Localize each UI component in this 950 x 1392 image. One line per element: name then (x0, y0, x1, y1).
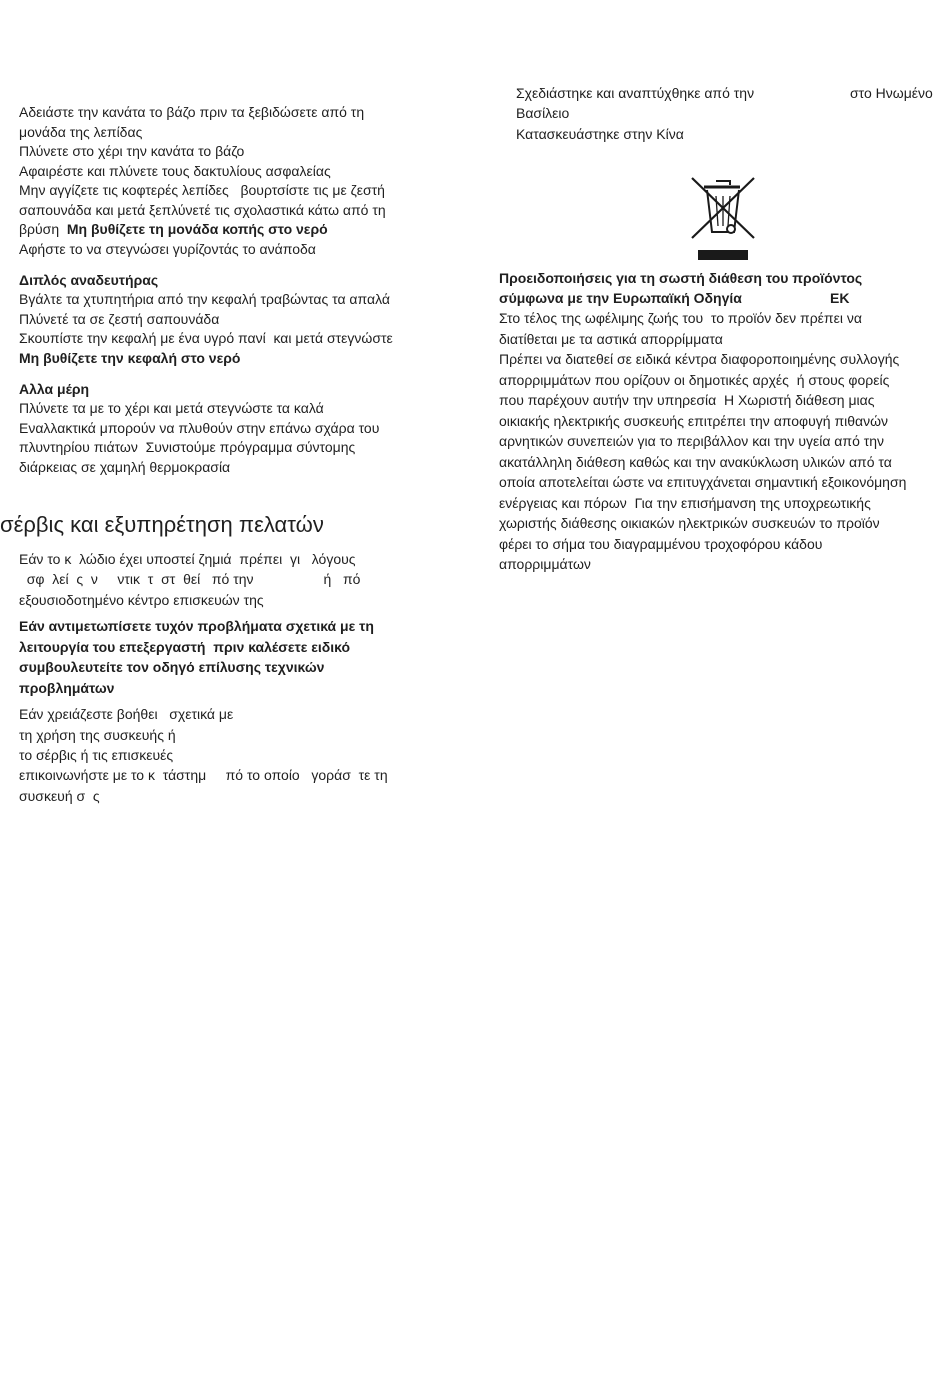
text-line: Εναλλακτικά μπορούν να πλυθούν στην επάνω σχάρα του (19, 420, 380, 436)
weee-heading: Προειδοποιήσεις για τη σωστή διάθεση του προϊόντος (499, 270, 863, 286)
text-line: απορριμμάτων (499, 556, 591, 572)
warning-text: Μη βυθίζετε την κεφαλή στο νερό (19, 350, 241, 366)
text-line: φέρει το σήμα του διαγραμμένου τροχοφόρου κάδου (499, 536, 823, 552)
section-heading-other-parts: Αλλα μέρη (19, 381, 90, 397)
text-line: εξουσιοδοτημένο κέντρο επισκευών της (19, 592, 264, 608)
text-line: ακατάλληλη διάθεση καθώς και την ανακύκλωση υλικών από τα (499, 454, 892, 470)
text-line: διάρκειας σε χαμηλή θερμοκρασία (19, 459, 231, 475)
text-line: πλυντηρίου πιάτων Συνιστούμε πρόγραμμα σύντομης (19, 439, 356, 455)
text-line: Πλύνετε τα με το χέρι και μετά στεγνώστε τα καλά (19, 400, 324, 416)
text-fragment: βρύση (19, 221, 67, 237)
text-line: Στο τέλος της ωφέλιμης ζωής του το προϊόν δεν πρέπει να (499, 310, 862, 326)
text-line: μονάδα της λεπίδας (19, 124, 143, 140)
text-line: Αφαιρέστε και πλύνετε τους δακτυλίους ασφαλείας (19, 163, 331, 179)
text-fragment: σύμφωνα με την Ευρωπαϊκή Οδηγία (499, 290, 742, 306)
text-line: χωριστής διάθεσης οικιακών ηλεκτρικών συσκευών το προϊόν (499, 515, 880, 531)
text-line: Βασίλειο (516, 105, 570, 121)
text-line: Πρέπει να διατεθεί σε ειδικά κέντρα διαφοροποιημένης συλλογής (499, 351, 900, 367)
bold-note-line: λειτουργία του επεξεργαστή πριν καλέσετε ειδικό (19, 639, 351, 655)
text-line: διατίθεται με τα αστικά απορρίμματα (499, 331, 723, 347)
text-line: οικιακής ηλεκτρικής συσκευής επιτρέπει την αποφυγή πιθανών (499, 413, 889, 429)
bold-note-line: Εάν αντιμετωπίσετε τυχόν προβλήματα σχετικά με τη (19, 618, 374, 634)
text-line: σφ λεί ς ν ντικ τ στ θεί πό την ή πό (19, 571, 361, 587)
text-line: στο Ηνωμένο (850, 85, 933, 101)
text-line: επικοινωνήστε με το κ τάστημ πό το οποίο γοράσ τε τη (19, 767, 388, 783)
bold-note-line: συμβουλευτείτε τον οδηγό επίλυσης τεχνικών (19, 659, 325, 675)
text-line: σαπουνάδα και μετά ξεπλύνετέ τις σχολαστικά κάτω από τη (19, 202, 386, 218)
text-line: Βγάλτε τα χτυπητήρια από την κεφαλή τραβώντας τα απαλά (19, 291, 390, 307)
section-heading-whisk: Διπλός αναδευτήρας (19, 272, 159, 288)
text-line: Αφήστε το να στεγνώσει γυρίζοντάς το ανάποδα (19, 241, 316, 257)
bold-note-line: προβλημάτων (19, 680, 115, 696)
text-line: τη χρήση της συσκευής ή (19, 727, 176, 743)
text-line: ενέργειας και πόρων Για την επισήμανση της υποχρεωτικής (499, 495, 871, 511)
text-line: Μην αγγίζετε τις κοφτερές λεπίδες βουρτσίστε τις με ζεστή (19, 182, 385, 198)
text-line: Πλύνετέ τα σε ζεστή σαπουνάδα (19, 311, 220, 327)
section-title-service: σέρβις και εξυπηρέτηση πελατών (0, 512, 324, 537)
text-line: αρνητικών συνεπειών για το περιβάλλον και την υγεία από την (499, 433, 885, 449)
text-line: που παρέχουν αυτήν την υπηρεσία Η Χωριστή διάθεση μιας (499, 392, 875, 408)
text-line: Αδειάστε την κανάτα το βάζο πριν τα ξεβιδώσετε από τη (19, 104, 365, 120)
text-line: συσκευή σ ς (19, 788, 100, 804)
text-line: Σχεδιάστηκε και αναπτύχθηκε από την (516, 85, 755, 101)
text-line-with-warning (19, 221, 328, 238)
weee-heading-ek: ΕΚ (830, 290, 850, 306)
text-line: το σέρβις ή τις επισκευές (19, 747, 174, 763)
crossed-out-wheelie-bin-icon (688, 172, 760, 264)
text-line: οποία αποτελείται ώστε να επιτυγχάνεται σημαντική εξοικονόμηση (499, 474, 907, 490)
made-in-text: Κατασκευάστηκε στην Κίνα (516, 126, 684, 142)
weee-heading (499, 290, 742, 307)
text-line: απορριμμάτων που ορίζουν οι δημοτικές αρχές ή στους φορείς (499, 372, 890, 388)
text-line: Πλύνετε στο χέρι την κανάτα το βάζο (19, 143, 245, 159)
text-line: Εάν χρειάζεστε βοήθει σχετικά με (19, 706, 234, 722)
text-line: Σκουπίστε την κεφαλή με ένα υγρό πανί και μετά στεγνώστε (19, 330, 393, 346)
text-line: Εάν το κ λώδιο έχει υποστεί ζημιά πρέπει γι λόγους (19, 551, 356, 567)
warning-text: Μη βυθίζετε τη μονάδα κοπής στο νερό (66, 221, 328, 237)
